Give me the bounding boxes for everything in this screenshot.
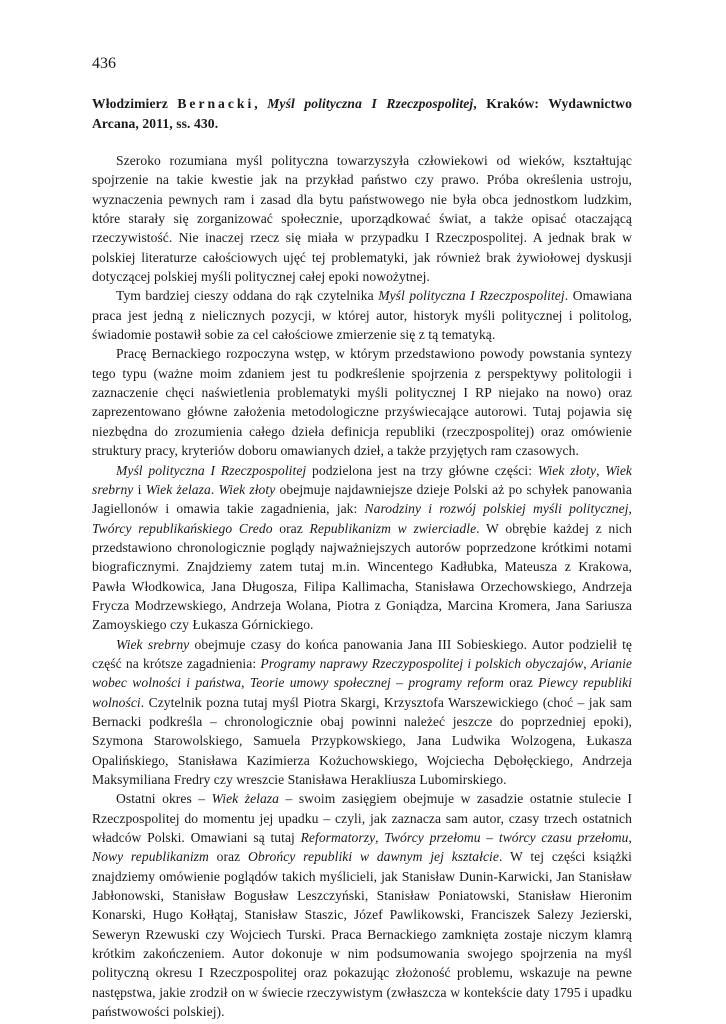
italic-title-run: Myśl polityczna I Rzeczpospolitej [378,288,565,304]
italic-title-run: Wiek złoty [218,481,276,497]
italic-title-run: Twórcy republikańskiego Credo [92,520,273,536]
text-run: , [583,655,591,671]
page-number: 436 [92,55,116,72]
text-run: obejmuje czasy do końca panowania Jana III Sobieskiego. Autor podzielił tę część na krótsze zagadnienia: [92,636,632,671]
text-run: oraz [272,520,310,536]
italic-title-run: Obrońcy republiki w dawnym jej kształcie [247,849,499,865]
italic-title-run: Arianie wobec wolności i państwa [92,655,632,691]
body-paragraph [92,461,632,635]
text-run: , [628,501,632,517]
text-run: – swoim zasięgiem obejmuje w zasadzie ostatnie stulecie I Rzeczpospolitej do momentu jej upadku – czyli, jak zaznacza sam autor, czasy trzech ostatnich władców Polski. Omawiani są tutaj [92,791,632,846]
text-run: . Omawiana praca jest jedną z nielicznych pozycji, w której autor, historyk myśli politycznej i politolog, świadomie postawił sobie za cel całościowe zmierzenie się z tą tematyką. [92,288,632,343]
text-run: podzielona jest na trzy główne części: [306,462,538,478]
reviewed-author-firstname: Włodzimierz [92,96,168,111]
italic-title-run: Wiek srebrny [92,462,632,497]
text-run: . Czytelnik pozna tutaj myśl Piotra Skargi, Krzysztofa Warszewickiego (choć – jak sam Bernacki podkreśla – chronologicznie obaj powinni należeć jeszcze do poprzedniej epoki), Szymona Starowolskiego, Samuela Przypkowskiego, Jana Ludwika Wolzogena, Łukasza Opalińskiego, Stanisława Kazimierza Kożuchowskiego, Wojciecha Dębołęckiego, Andrzeja Maksymiliana Fredry czy wreszcie Stanisława Herakliusza Lubomirskiego. [92,694,632,787]
italic-title-run: Twórcy przełomu – twórcy czasu przełomu [384,830,629,846]
text-run: Ostatni okres – [116,791,212,807]
body-paragraph [92,789,632,1021]
text-run: obejmuje najdawniejsze dzieje Polski aż po schyłek panowania Jagiellonów i omawia takie zagadnienia, jak: [92,481,632,517]
text-run: . [210,481,219,497]
italic-title-run: Nowy republikanizm [92,849,209,865]
publication-details: Kraków: Wydawnictwo Arcana, 2011, ss. 430. [92,96,632,131]
italic-title-run: Wiek złoty [537,462,597,478]
text-run: , [596,462,606,478]
text-run: oraz [208,849,248,865]
italic-title-run: Reformatorzy [300,830,376,846]
italic-title-run: Piewcy republiki wolności [92,675,632,710]
italic-title-run: Narodziny i rozwój polskiej myśli politycznej [364,501,629,517]
italic-title-run: Programy naprawy Rzeczypospolitej i polskich obyczajów [260,655,584,671]
review-heading: Włodzimierz Bernacki, Myśl polityczna I Rzeczpospolitej, Kraków: Wydawnictwo Arcana, 2011, ss. 430. [92,96,632,131]
text-run: i [133,481,146,497]
text-run: , [375,830,385,846]
review-body [92,151,632,1021]
text-run: , [628,830,632,846]
italic-title-run: Wiek srebrny [116,636,190,652]
body-paragraph [92,344,632,460]
text-run: Tym bardziej cieszy oddana do rąk czytelnika [116,288,379,304]
body-paragraph [92,635,632,790]
body-paragraph [92,151,632,286]
text-run: . W tej części książki znajdziemy omówienie poglądów takich myślicieli, jak Stanisław Dunin-Karwicki, Jan Stanisław Jabłonowski, Stanisław Bogusław Leszczyński, Stanisław Poniatowski, Stanisław Hieronim Konarski, Hugo Kołłątaj, Stanisław Staszic, Józef Pawlikowski, Franciszek Salezy Jezierski, Seweryn Rzewuski czy Wojciech Turski. Praca Bernackiego zamknięta zostaje niczym klamrą krótkim zakończeniem. Autor dokonuje w nim podsumowania swojego spojrzenia na myśl polityczną okresu I Rzeczpospolitej oraz pokazując złożoność problemu, wskazuje na pewne następstwa, jakie zrodził on w świecie rzeczywistym (zwłaszcza w kontekście daty 1795 i upadku państwowości polskiej). [92,849,632,1020]
text-run: , [241,675,250,691]
body-paragraph [92,286,632,344]
text-run: Szeroko rozumiana myśl polityczna towarzyszyła człowiekowi od wieków, kształtując spojrzenie na takie kwestie jak na przykład państwo czy prawo. Próba określenia ustroju, wyznaczenia pewnych ram i zasad dla bytu państwowego nie była obca jednostkom ludzkim, które starały się zorganizować społecznie, uporządkować świat, a także opisać otaczającą rzeczywistość. Nie inaczej rzecz się miała w przypadku I Rzeczpospolitej. A jednak brak w polskiej literaturze całościowych ujęć tej problematyki, jak również brak żywiołowej dyskusji dotyczącej polskiej myśli politycznej całej epoki nowożytnej. [92,153,632,285]
italic-title-run: Teorie umowy społecznej – programy reform [249,675,504,691]
text-run: oraz [503,675,539,691]
reviewed-author-surname: Bernacki [177,96,255,111]
italic-title-run: Myśl polityczna I Rzeczpospolitej [116,462,307,478]
reviewed-book-title: Myśl polityczna I Rzeczpospolitej [267,96,474,111]
italic-title-run: Wiek żelaza [145,481,211,497]
text-run: . W obrębie każdej z nich przedstawiono chronologicznie poglądy najważniejszych autorów poprzedzone krótkimi notami biograficznymi. Znajdziemy zatem tutaj m.in. Wincentego Kadłubka, Mateusza z Krakowa, Pawła Włodkowica, Jana Długosza, Filipa Kallimacha, Stanisława Orzechowskiego, Andrzeja Frycza Modrzewskiego, Andrzeja Wolana, Piotra z Goniądza, Marcina Kromera, Jana Sariusza Zamoyskiego czy Łukasza Górnickiego. [92,520,632,633]
text-run: Pracę Bernackiego rozpoczyna wstęp, w którym przedstawiono powody powstania syntezy tego typu (ważne moim zdaniem jest tu podkreślenie spojrzenia z perspektywy politologii i zaznaczenie chęci naświetlenia problematyki myśli politycznej I RP niejako na nowo) oraz zaprezentowano główne założenia metodologiczne przyświecające autorowi. Tutaj pojawia się niezbędna do zrozumienia całego dzieła definicja republiki (rzeczpospolitej) oraz omówienie struktury pracy, kryteriów doboru omawianych dzieł, a także przyjętych ram czasowych. [92,346,632,459]
italic-title-run: Republikanizm w zwierciadle [309,520,477,536]
italic-title-run: Wiek żelaza [211,791,280,807]
